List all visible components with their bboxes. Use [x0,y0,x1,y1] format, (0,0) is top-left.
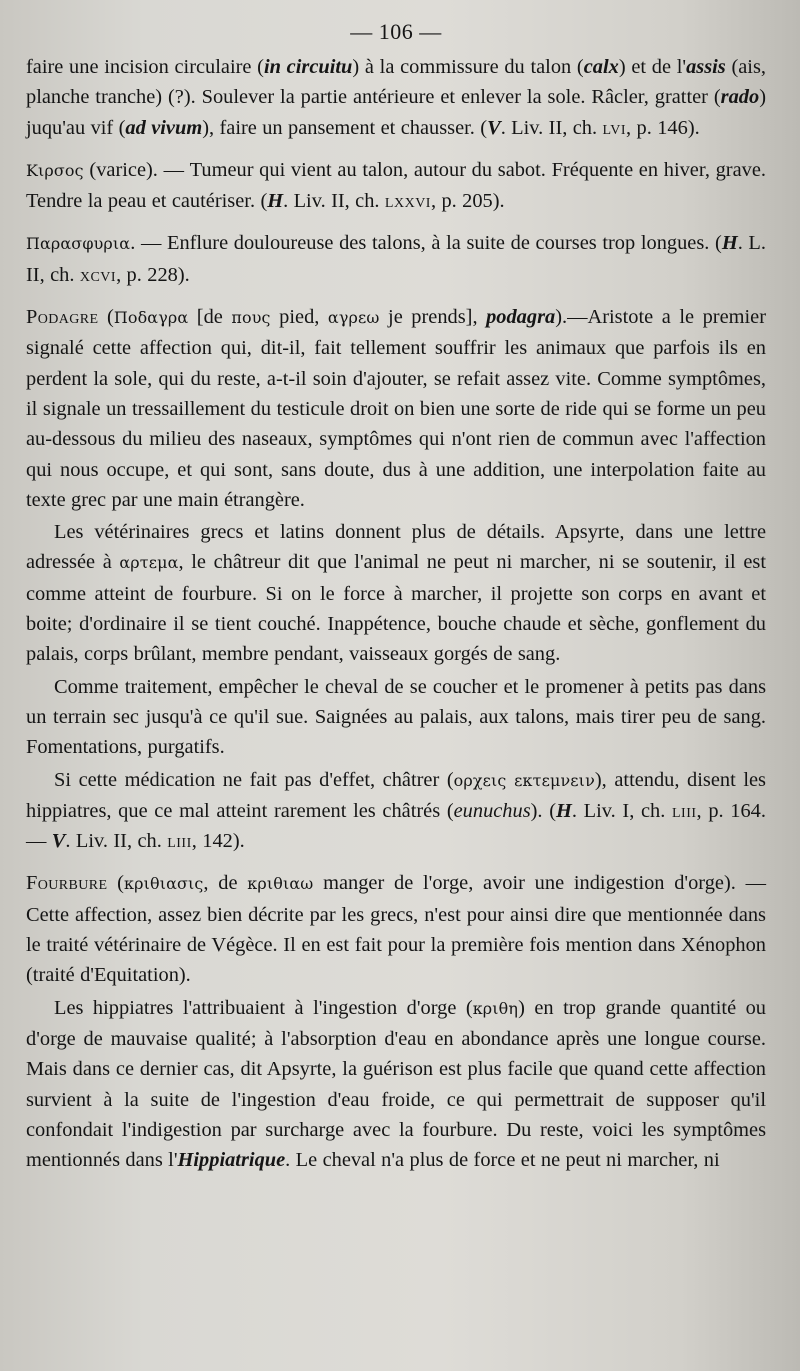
greek-word: αρτεμα [119,553,179,573]
greek-word: ορχεις εκτεμνειν [453,770,595,790]
entry-heading: Podagre [26,306,99,329]
text-run: , le châtreur dit que l'animal ne peut ni marcher, ni se soutenir, il est comme atteint de fourbure. Si on le force à marcher, il projette son corps en avant et boite; d'ordinaire il se tient couché. Inappétence, bouche chaude et sèche, gonflement du palais, corps brûlant, membre pendant, vaisseaux gorgés de sang. [26,551,767,666]
text-run: ).—Aristote a le premier signalé cette affection qui, dit-il, fait tellement souffrir les animaux que parfois ils en perdent la sole, qui du reste, a-t-il soin d'ajouter, se refait assez vite. Comme symptômes, il signale un tressaillement du testicule droit on bien une sorte de ride qui se forme un peu au-dessous du milieu des naseaux, symptômes qui n'ont rien de commun avec l'affection qui nous occupe, et qui sont, sans doute, dus à une addition, une interpolation faite au texte grec par une main étrangère. [26,306,766,511]
text-run: . Liv. II, ch. [283,190,385,213]
text-run: ) à la commissure du talon ( [352,56,584,78]
greek-word: αγρεω [327,308,380,328]
greek-heading: Κιρσος [26,160,84,180]
page-number: — 106 — [350,19,442,44]
latin-term: assis [686,56,726,78]
text-run: (ais, planche tranche) (?). Soulever la partie antérieure et enlever la sole. Râcler, gratter ( [26,56,766,109]
greek-word: κριθιασις [123,874,204,894]
paragraph-kirsos [26,155,766,217]
text-run: Si cette médication ne fait pas d'effet, châtrer ( [54,768,454,791]
text-run: ), attendu, disent les hippiatres, que ce mal atteint rarement les châtrés ( [26,768,766,822]
latin-term: rado [720,86,760,109]
entry-heading: Fourbure [26,872,108,895]
reference-author: H [556,799,572,822]
text-run: Les hippiatres l'attribuaient à l'ingestion d'orge ( [54,996,473,1019]
text-run: ( [98,306,114,329]
paragraph-fourbure [26,868,766,990]
text-run: Les vétérinaires grecs et latins donnent plus de détails. Apsyrte, dans une lettre adressée à [26,521,766,574]
text-run: , p. 228). [116,263,190,286]
text-run: ), faire un pansement et chausser. ( [202,116,488,139]
text-run: je prends], [379,306,487,329]
text-run: ( [107,872,124,895]
text-run: [de [188,306,232,329]
text-run: . Liv. I, ch. [571,799,672,822]
chapter-numeral: liii [167,830,192,853]
text-run: Comme traitement, empêcher le cheval de se coucher et le promener à petits pas dans un terrain sec jusqu'à ce qu'il sue. Saignées au palais, aux talons, mais tirer peu de sang. Fomentations, purgatifs. [26,675,766,759]
reference-author: V [51,830,66,853]
text-run: , 142). [191,830,245,853]
text-run: manger de l'orge, avoir une indigestion d'orge). — Cette affection, assez bien décrite par les grecs, n'est pour ainsi dire que mentionnée dans le traité vétérinaire de Végèce. Il en est fait pour la première fois mention dans Xénophon (traité d'Equitation). [26,872,766,987]
text-run: pied, [270,306,328,329]
text-run: , p. 146). [626,116,700,139]
text-run: . Liv. II, ch. [500,116,603,139]
greek-word: κριθη [472,998,519,1018]
text-run: , p. 205). [430,190,505,213]
text-run: ). ( [530,799,556,822]
text-run: , p. 164. — [26,799,766,853]
text-run: . — Enflure douloureuse des talons, à la suite de courses trop longues. ( [130,232,722,255]
greek-heading: Παρασφυρια [26,234,131,254]
text-run: . L. II, ch. [26,232,766,286]
paragraph-traitement [26,672,766,763]
reference-author: H [721,232,738,255]
latin-term: ad vivum [125,116,203,139]
text-run: faire une incision circulaire ( [26,56,264,78]
paragraph-incision [26,52,766,143]
chapter-numeral: lvi [602,116,627,139]
text-run: (varice). — Tumeur qui vient au talon, autour du sabot. Fréquente en hiver, grave. Tendre la peau et cautériser. ( [26,158,766,213]
text-run: ) juqu'au vif ( [26,86,766,139]
paragraph-parasphyria [26,228,766,290]
chapter-numeral: xcvi [79,263,117,286]
reference-author: H [267,190,284,213]
chapter-numeral: lxxvi [384,190,431,213]
paragraph-apsyrte [26,517,766,669]
latin-term: calx [583,56,619,78]
text-run: . Liv. II, ch. [65,830,168,853]
greek-word: Ποδαγρα [113,308,189,328]
greek-word: κριθιαω [247,874,314,894]
paragraph-hippiatres [26,993,766,1176]
latin-term: in circuitu [263,56,353,78]
reference-author: V [487,116,501,139]
text-run: . Le cheval n'a plus de force et ne peut ni marcher, ni [285,1149,720,1172]
book-title: Hippiatrique [177,1149,286,1172]
latin-term: eunuchus [453,799,531,822]
text-run: , de [203,872,248,895]
paragraph-podagre [26,302,766,515]
paragraph-chatrer [26,765,766,857]
latin-term: podagra [486,306,556,329]
text-run: ) en trop grande quantité ou d'orge de mauvaise qualité; à l'absorption d'eau en abondance après une longue course. Mais dans ce dernier cas, dit Apsyrte, la guérison est plus facile que quand cette affection survient à la suite de l'ingestion d'eau froide, ce qui permettrait de supposer qu'il confondait l'indigestion par surcharge avec la fourbure. Du reste, voici les symptômes mentionnés dans l' [26,996,767,1172]
text-run: ) et de l' [618,56,687,78]
chapter-numeral: liii [672,799,697,822]
greek-word: πους [231,308,271,328]
